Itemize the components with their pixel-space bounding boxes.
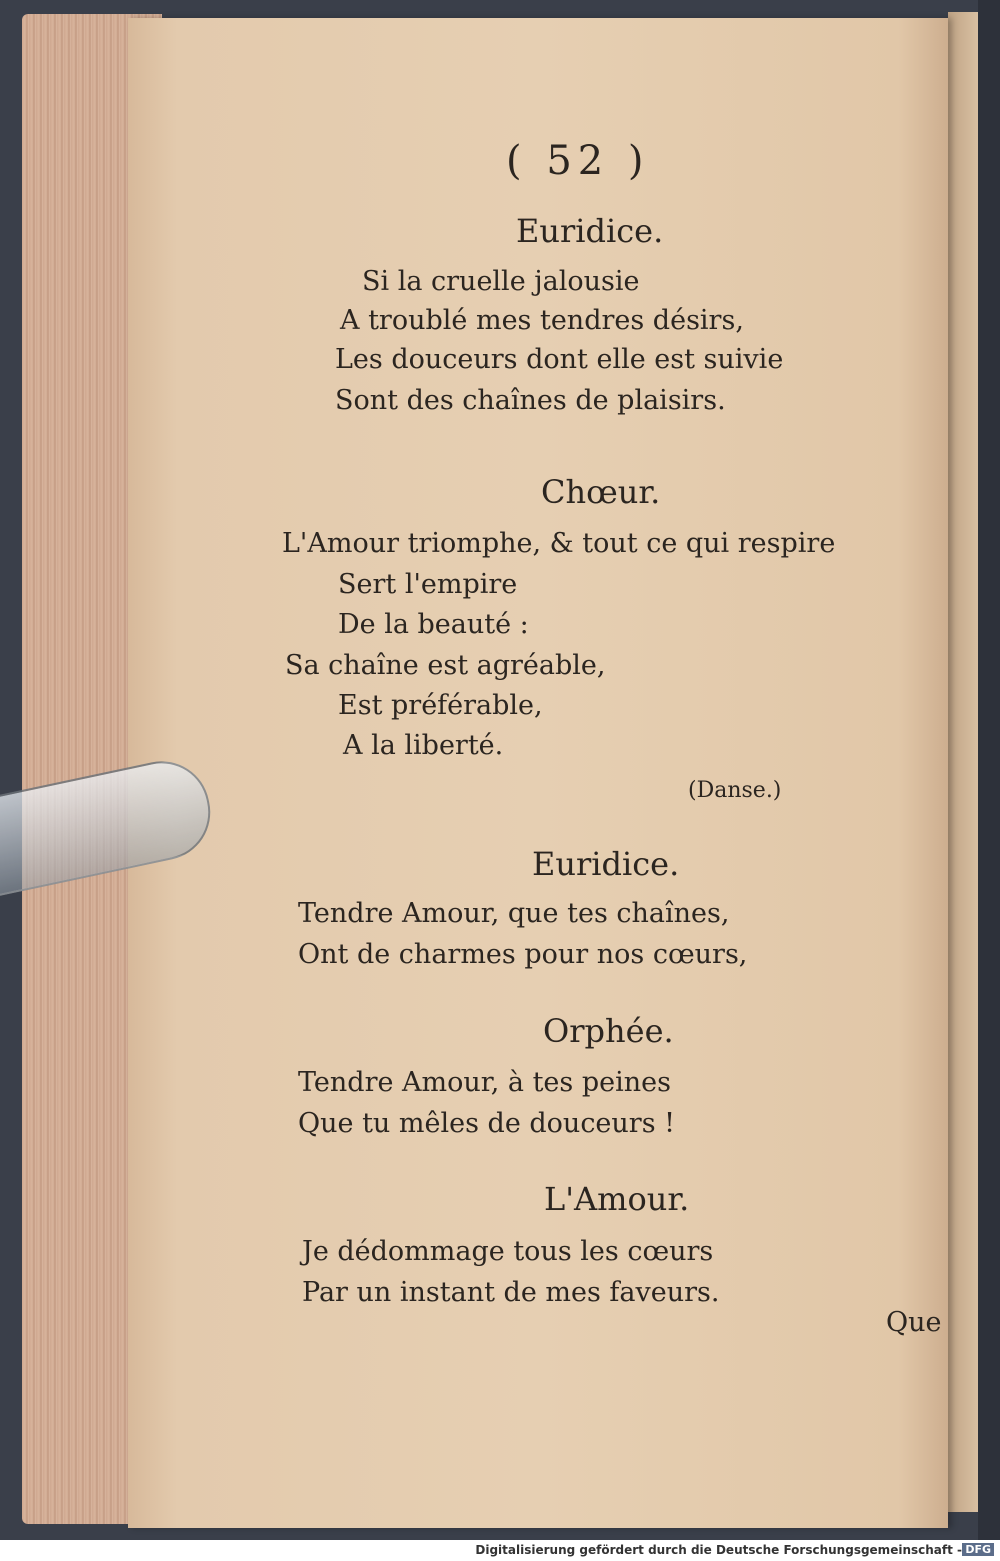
speaker-choeur: Chœur.	[541, 473, 661, 511]
speaker-orphee: Orphée.	[543, 1012, 674, 1050]
page-number: ( 52 )	[506, 138, 650, 184]
footer-bar	[0, 1540, 1000, 1561]
scan-background-strip	[978, 0, 1000, 1561]
catchword: Que	[886, 1307, 942, 1338]
verse-line: Par un instant de mes faveurs.	[302, 1277, 720, 1308]
verse-line: Sert l'empire	[338, 569, 518, 600]
verse-line: Ont de charmes pour nos cœurs,	[298, 939, 748, 970]
speaker-euridice: Euridice.	[516, 212, 664, 250]
dfg-logo: DFG	[962, 1543, 994, 1556]
stage-direction: (Danse.)	[688, 778, 782, 803]
verse-line: Est préférable,	[338, 690, 543, 721]
verse-line: Sont des chaînes de plaisirs.	[335, 385, 726, 416]
verse-line: Les douceurs dont elle est suivie	[335, 344, 784, 375]
footer-credit: Digitalisierung gefördert durch die Deutsche Forschungsgemeinschaft -	[475, 1543, 962, 1557]
verse-line: Si la cruelle jalousie	[362, 266, 640, 297]
verse-line: Que tu mêles de douceurs !	[298, 1108, 675, 1139]
speaker-euridice: Euridice.	[532, 845, 680, 883]
verse-line: A troublé mes tendres désirs,	[340, 305, 744, 336]
verse-line: Tendre Amour, que tes chaînes,	[298, 898, 730, 929]
verse-line: De la beauté :	[338, 609, 529, 640]
verse-line: A la liberté.	[343, 730, 504, 761]
verse-line: Je dédommage tous les cœurs	[302, 1236, 714, 1267]
verse-line: Tendre Amour, à tes peines	[298, 1067, 671, 1098]
verse-line: L'Amour triomphe, & tout ce qui respire	[282, 528, 836, 559]
facing-page-edge	[948, 12, 978, 1512]
speaker-lamour: L'Amour.	[544, 1180, 690, 1218]
verse-line: Sa chaîne est agréable,	[285, 650, 606, 681]
